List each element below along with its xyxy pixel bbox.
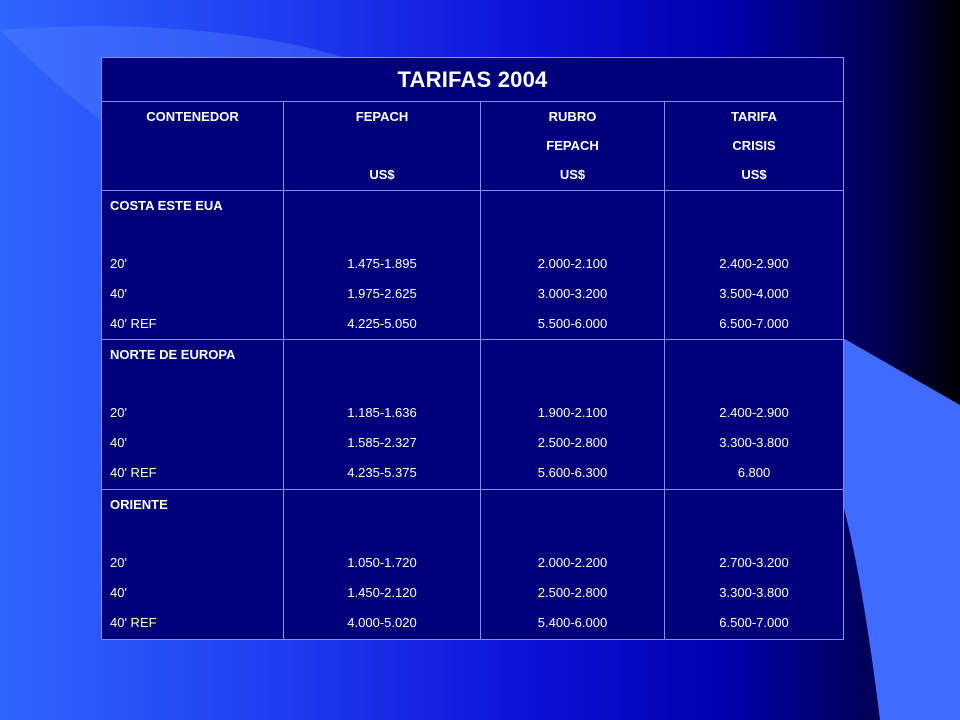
section-norte-de-europa: [102, 340, 844, 490]
value: 2.500-2.800: [537, 585, 608, 601]
section-oriente: [102, 490, 844, 640]
container-type: 20': [110, 405, 127, 421]
value: 4.000-5.020: [347, 615, 417, 631]
header-line: CONTENEDOR: [146, 109, 239, 125]
header-fepach: [284, 102, 481, 190]
section-name: COSTA ESTE EUA: [110, 197, 223, 213]
value: 6.500-7.000: [719, 615, 789, 631]
value: 2.000-2.100: [537, 255, 608, 271]
container-type: 20': [110, 555, 127, 571]
section-name: ORIENTE: [110, 497, 168, 513]
container-type: 40': [110, 435, 127, 451]
header-rubro-fepach: [481, 102, 665, 190]
value: 1.900-2.100: [537, 405, 608, 421]
value: 1.975-2.625: [347, 285, 417, 301]
value: 6.500-7.000: [719, 315, 789, 331]
header-line: US$: [369, 167, 395, 183]
value: 3.300-3.800: [719, 435, 789, 451]
header-line: CRISIS: [732, 138, 776, 154]
title-row: [102, 58, 844, 102]
rubro-cell: [481, 490, 665, 640]
value: 3.500-4.000: [719, 285, 789, 301]
value: 1.450-2.120: [347, 585, 417, 601]
table-title: TARIFAS 2004: [102, 58, 844, 102]
tarifa-cell: [665, 190, 844, 340]
header-line: FEPACH: [546, 138, 599, 154]
value: 1.185-1.636: [347, 405, 417, 421]
container-cell: [102, 490, 284, 640]
value: 2.000-2.200: [537, 555, 608, 571]
header-line: [102, 160, 283, 189]
background-blade-shape: [843, 338, 960, 720]
fepach-cell: [284, 490, 481, 640]
container-cell: [102, 190, 284, 340]
value: 5.500-6.000: [537, 315, 608, 331]
value: 4.225-5.050: [347, 315, 417, 331]
value: 1.475-1.895: [347, 255, 417, 271]
header-line: FEPACH: [355, 109, 409, 125]
value: 2.700-3.200: [719, 555, 789, 571]
container-type: 40' REF: [110, 615, 157, 631]
value: 5.600-6.300: [537, 465, 608, 481]
value: 3.000-3.200: [537, 285, 608, 301]
header-row: [102, 102, 844, 190]
container-type: 20': [110, 255, 127, 271]
header-line: RUBRO: [548, 109, 597, 125]
container-type: 40': [110, 285, 127, 301]
container-type: 40' REF: [110, 465, 157, 481]
header-line: US$: [741, 167, 767, 183]
rubro-cell: [481, 190, 665, 340]
header-line: [284, 131, 480, 160]
header-tarifa-crisis: [665, 102, 844, 190]
value: 1.585-2.327: [347, 435, 417, 451]
header-line: US$: [559, 167, 586, 183]
value: 2.500-2.800: [537, 435, 608, 451]
fepach-cell: [284, 190, 481, 340]
value: 2.400-2.900: [719, 255, 789, 271]
container-cell: [102, 340, 284, 490]
container-type: 40': [110, 585, 127, 601]
value: 3.300-3.800: [719, 585, 789, 601]
section-name: NORTE DE EUROPA: [110, 347, 236, 363]
value: 5.400-6.000: [537, 615, 608, 631]
tariff-table: [101, 57, 844, 640]
container-type: 40' REF: [110, 315, 157, 331]
header-line: [102, 131, 283, 160]
value: 2.400-2.900: [719, 405, 789, 421]
value: 6.800: [737, 465, 771, 481]
section-costa-este-eua: [102, 190, 844, 340]
header-line: TARIFA: [731, 109, 777, 125]
tarifa-cell: [665, 490, 844, 640]
value: 1.050-1.720: [347, 555, 417, 571]
fepach-cell: [284, 340, 481, 490]
rubro-cell: [481, 340, 665, 490]
value: 4.235-5.375: [347, 465, 417, 481]
header-contenedor: [102, 102, 284, 190]
tarifa-cell: [665, 340, 844, 490]
